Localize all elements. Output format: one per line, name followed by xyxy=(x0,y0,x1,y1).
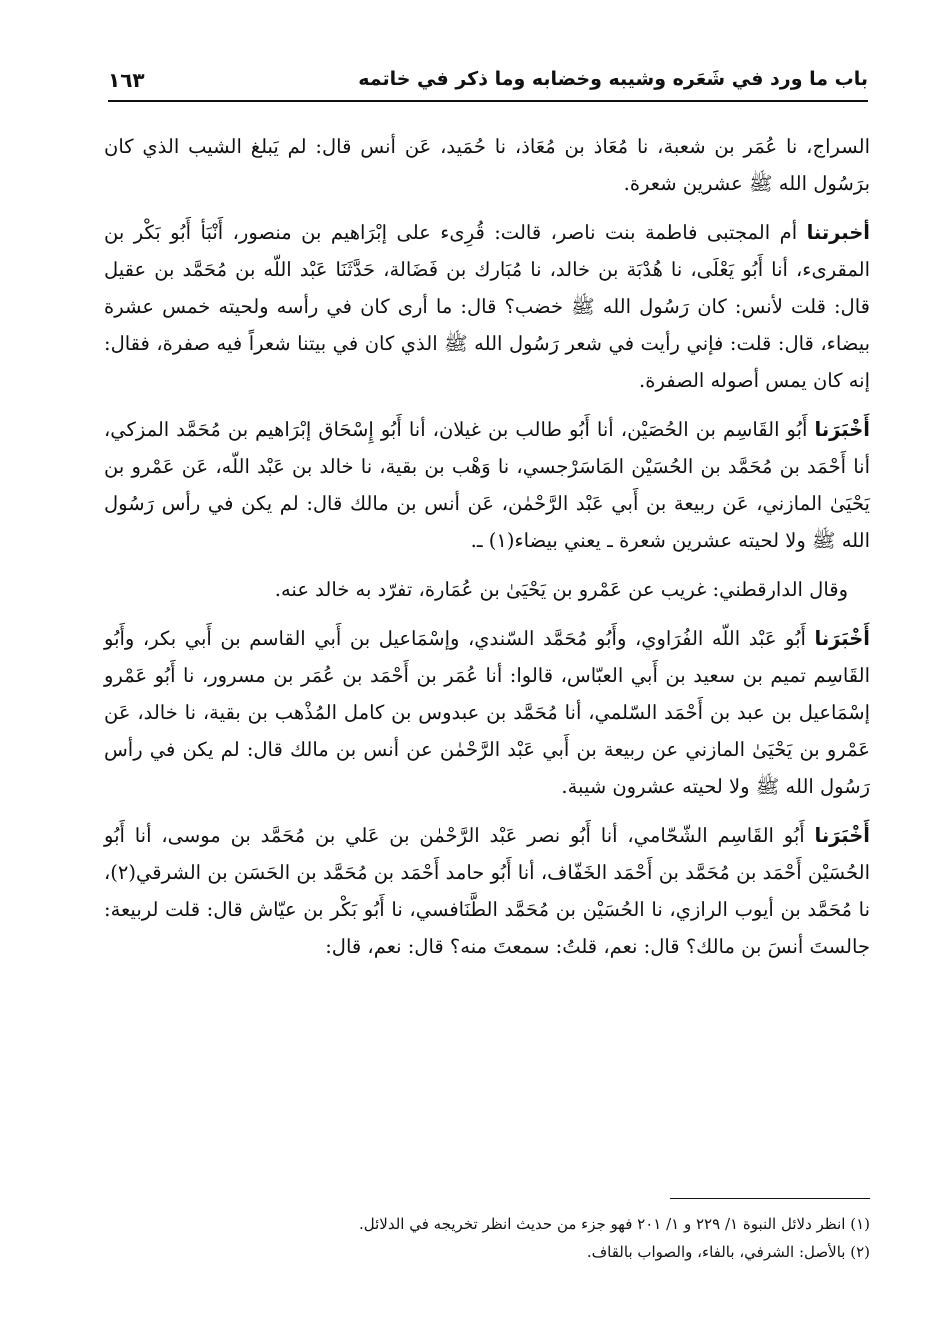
paragraph-text: أم المجتبى فاطمة بنت ناصر، قالت: قُرِىء على إبْرَاهيم بن منصور، أَنْبَأ أَبُو بَكْر بن المقرىء، أنا أَبُو يَعْلَى، نا هُدْبَة بن خالد، نا مُبَارك بن فَضَالة، حَدَّثَنَا عَبْد اللّه بن مُحَمَّد بن عقيل قال: قلت لأنس: كان رَسُول الله ﷺ خضب؟ قال: ما أرى كان في رأسه ولحيته خمس عشرة بيضاء، قال: قلت: فإني رأيت في شعر رَسُول الله ﷺ الذي كان في بيتنا شعراً فيه صفرة، فقال: إنه كان يمس أصوله الصفرة. xyxy=(104,221,870,392)
paragraph-6 xyxy=(104,817,870,965)
paragraph-3 xyxy=(104,411,870,559)
paragraph-text: أَبُو القَاسِم الشّحّامي، أنا أَبُو نصر عَبْد الرَّحْمٰن بن عَلي بن مُحَمَّد بن موسى، أنا أَبُو الحُسَيْن أَحْمَد بن مُحَمَّد بن أَحْمَد الخَفّاف، أنا أَبُو حامد أَحْمَد بن مُحَمَّد بن الحَسَن بن الشرقي(٢)، نا مُحَمَّد بن أيوب الرازي، نا الحُسَيْن بن مُحَمَّد الطَّنَافسي، نا أَبُو بَكْر بن عيّاش قال: قلت لربيعة: جالستَ أنسَ بن مالك؟ قال: نعم، قلتُ: سمعتَ منه؟ قال: نعم، قال: xyxy=(104,824,870,958)
paragraph-text: وقال الدارقطني: غريب عن عَمْرو بن يَحْيَىٰ بن عُمَارة، تفرّد به خالد عنه. xyxy=(274,578,848,601)
footnote-list xyxy=(104,1210,870,1266)
footnote-separator xyxy=(670,1198,870,1199)
paragraph-text: أَبُو عَبْد اللّه الفُرَاوي، وأَبُو مُحَمَّد السّندي، وإسْمَاعيل بن أَبي القاسم بن أَبي بكر، وأَبُو القَاسِم تميم بن سعيد بن أَبي العبّاس، قالوا: أنا عُمَر بن أَحْمَد بن عُمَر بن مسرور، نا أَبُو عَمْرو إسْمَاعيل بن عبد بن أَحْمَد السّلمي، أنا مُحَمَّد بن عبدوس بن كامل المُذْهب بن بقية، نا خالد، عَن عَمْرو بن يَحْيَىٰ المازني عن ربيعة بن أَبي عَبْد الرَّحْمٰن عن أنس بن مالك قال: لم يكن في رأس رَسُول الله ﷺ ولا لحيته عشرون شيبة. xyxy=(104,627,870,798)
footnote-2: (٢) بالأصل: الشرفي، بالفاء، والصواب بالقاف. xyxy=(586,1243,870,1261)
footnote-1: (١) انظر دلائل النبوة ١/ ٢٢٩ و ١/ ٢٠١ فهو جزء من حديث انظر تخريجه في الدلائل. xyxy=(358,1215,870,1233)
paragraph-lead: أخبرتنا xyxy=(806,221,870,244)
paragraph-5 xyxy=(104,620,870,805)
paragraph-lead: أَخْبَرَنا xyxy=(814,418,870,441)
paragraph-2 xyxy=(104,214,870,399)
paragraph-lead: أَخْبَرَنا xyxy=(814,627,870,650)
paragraph-4 xyxy=(104,571,870,608)
running-header xyxy=(108,58,868,102)
paragraph-1 xyxy=(104,128,870,202)
page-number: ١٦٣ xyxy=(108,68,145,92)
paragraph-text: السراج، نا عُمَر بن شعبة، نا مُعَاذ بن مُعَاذ، نا حُمَيد، عَن أنس قال: لم يَبلغ الشيب الذي كان برَسُول الله ﷺ عشرين شعرة. xyxy=(104,135,870,195)
chapter-title: باب ما ورد في شَعَره وشيبه وخضابه وما ذكر في خاتمه xyxy=(358,68,868,90)
main-text xyxy=(104,128,870,977)
paragraph-text: أَبُو القَاسِم بن الحُصَيْن، أنا أَبُو طالب بن غيلان، أنا أَبُو إِسْحَاق إبْرَاهيم بن مُحَمَّد المزكي، أنا أَحْمَد بن مُحَمَّد بن الحُسَيْن المَاسَرْجسي، نا وَهْب بن بقية، نا خالد بن عَبْد اللّه، عَن عَمْرو بن يَحْيَىٰ المازني، عَن ربيعة بن أَبي عَبْد الرَّحْمٰن، عَن أنس بن مالك قال: لم يكن في رأس رَسُول الله ﷺ ولا لحيته عشرين شعرة ـ يعني بيضاء(١) ـ. xyxy=(104,418,870,552)
paragraph-lead: أَخْبَرَنا xyxy=(814,824,870,847)
